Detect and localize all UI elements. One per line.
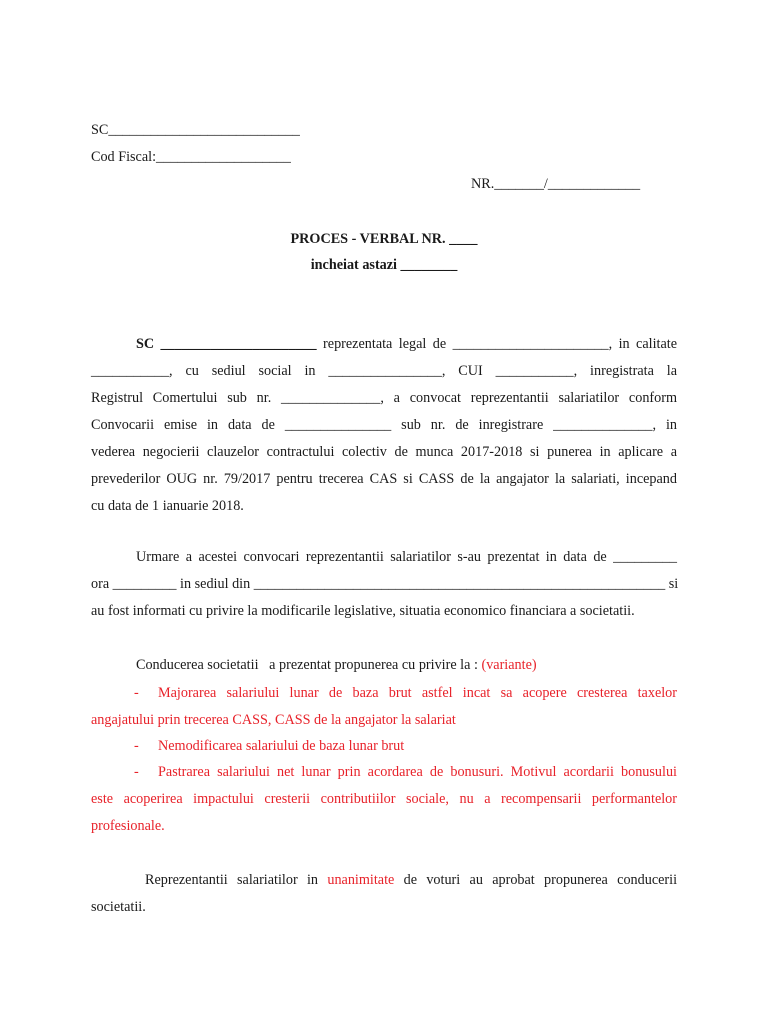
cod-fiscal-line: Cod Fiscal:___________________ <box>91 149 291 165</box>
company-line: SC___________________________ <box>91 122 300 138</box>
para1-line-1 <box>136 335 677 353</box>
option-2-text: Nemodificarea salariului de baza lunar brut <box>158 738 405 754</box>
unanimitate-highlight: unanimitate <box>327 872 395 888</box>
option-3-dash: - <box>134 764 139 780</box>
para3-intro-text: Conducerea societatii a prezentat propunerea cu privire la : <box>136 657 478 673</box>
document-subtitle: incheiat astazi ________ <box>310 257 458 273</box>
para2-line-2: ora _________ in sediul din __________________________________________________________ si <box>91 576 679 592</box>
para2-line-1: Urmare a acestei convocari reprezentantii salariatilor s-au prezentat in data de _________ <box>136 549 677 565</box>
option-2-dash: - <box>134 738 139 754</box>
para3-intro <box>136 656 537 674</box>
para1-line-1-text: reprezentata legal de ______________________, in calitate <box>323 336 677 352</box>
para4-before: Reprezentantii salariatilor in <box>145 872 319 888</box>
option-1-line-1: Majorarea salariului lunar de baza brut astfel incat sa acopere cresterea taxelor <box>158 685 677 701</box>
para1-line-5: vederea negocierii clauzelor contractului colectiv de munca 2017-2018 si punerea in aplicare a <box>91 444 677 460</box>
registration-number-line: NR._______/_____________ <box>471 176 641 192</box>
option-3-line-3: profesionale. <box>91 818 165 834</box>
option-1-dash: - <box>134 685 139 701</box>
option-1-line-2: angajatului prin trecerea CASS, CASS de la angajator la salariat <box>91 712 456 728</box>
para2-line-3: au fost informati cu privire la modificarile legislative, situatia economico financiara a societatii. <box>91 603 635 619</box>
document-title: PROCES - VERBAL NR. ____ <box>290 231 478 247</box>
option-3-line-1: Pastrarea salariului net lunar prin acordarea de bonusuri. Motivul acordarii bonusului <box>158 764 677 780</box>
option-3-line-2: este acoperirea impactului cresterii contributiilor sociale, nu a recompensarii performantelor <box>91 791 677 807</box>
para1-line-4: Convocarii emise in data de _______________ sub nr. de inregistrare ______________, in <box>91 417 677 433</box>
para4-line-1 <box>145 871 677 889</box>
para1-line-3: Registrul Comertului sub nr. ______________, a convocat reprezentantii salariatilor conform <box>91 390 677 406</box>
para1-line-7: cu data de 1 ianuarie 2018. <box>91 498 244 514</box>
para4-line-2: societatii. <box>91 899 146 915</box>
para4-after: de voturi au aprobat propunerea conducerii <box>403 872 678 888</box>
para1-line-2: ___________, cu sediul social in ________________, CUI ___________, inregistrata la <box>91 363 677 379</box>
variante-label: (variante) <box>481 657 537 673</box>
para1-lead-sc: SC ______________________ <box>136 336 317 352</box>
para1-line-6: prevederilor OUG nr. 79/2017 pentru trecerea CAS si CASS de la angajator la salariati, incepand <box>91 471 677 487</box>
